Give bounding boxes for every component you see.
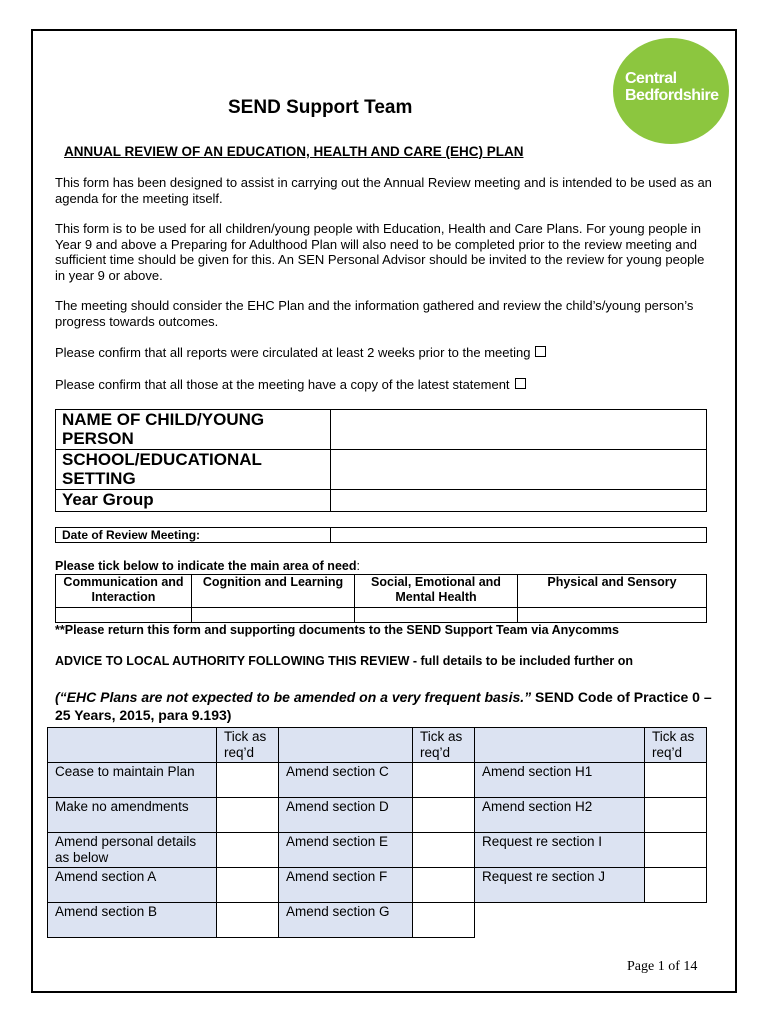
intro-paragraph-3: The meeting should consider the EHC Plan and the information gathered and review the child’s/young person’s progress towards outcomes. (55, 298, 694, 329)
tick-cease-to-maintain[interactable] (217, 763, 279, 798)
tick-amend-h2[interactable] (645, 798, 707, 833)
tick-no-amendments[interactable] (217, 798, 279, 833)
logo-line-2: Bedfordshire (625, 87, 719, 104)
confirm-copy-text: Please confirm that all those at the meeting have a copy of the latest statement (55, 377, 510, 392)
option-amend-personal-details: Amend personal details as below (48, 833, 217, 868)
tick-amend-c[interactable] (413, 763, 475, 798)
tick-amend-h1[interactable] (645, 763, 707, 798)
confirm-reports-row (55, 345, 715, 361)
option-no-amendments: Make no amendments (48, 798, 217, 833)
option-request-i: Request re section I (475, 833, 645, 868)
tick-communication[interactable] (56, 608, 192, 623)
page-number: Page 1 of 14 (627, 959, 698, 974)
child-details-table (55, 409, 707, 512)
option-request-j: Request re section J (475, 868, 645, 903)
option-amend-c: Amend section C (279, 763, 413, 798)
tick-amend-personal-details[interactable] (217, 833, 279, 868)
option-cease-to-maintain: Cease to maintain Plan (48, 763, 217, 798)
name-field[interactable] (331, 410, 707, 450)
tick-amend-g[interactable] (413, 903, 475, 938)
year-group-field[interactable] (331, 490, 707, 512)
tick-header-1: Tick as req’d (217, 728, 279, 763)
logo-line-1: Central (625, 70, 677, 87)
tick-request-j[interactable] (645, 868, 707, 903)
year-group-label: Year Group (56, 490, 331, 512)
need-social-emotional: Social, Emotional and Mental Health (355, 575, 518, 608)
page-title: SEND Support Team (228, 97, 413, 118)
tick-amend-f[interactable] (413, 868, 475, 903)
school-field[interactable] (331, 450, 707, 490)
tick-amend-a[interactable] (217, 868, 279, 903)
need-heading-text: Please tick below to indicate the main area of need (55, 559, 357, 573)
tick-amend-d[interactable] (413, 798, 475, 833)
central-bedfordshire-logo (613, 38, 729, 144)
tick-header-2: Tick as req’d (413, 728, 475, 763)
option-amend-f: Amend section F (279, 868, 413, 903)
return-note: **Please return this form and supporting documents to the SEND Support Team via Anycomms (55, 623, 619, 637)
tick-cognition[interactable] (192, 608, 355, 623)
option-amend-h2: Amend section H2 (475, 798, 645, 833)
option-amend-b: Amend section B (48, 903, 217, 938)
quote-italic: (“EHC Plans are not expected to be amended on a very frequent basis.” (55, 689, 532, 705)
need-physical-sensory: Physical and Sensory (518, 575, 707, 608)
advice-table (47, 727, 707, 938)
tick-amend-e[interactable] (413, 833, 475, 868)
need-heading-colon: : (356, 559, 360, 573)
option-amend-g: Amend section G (279, 903, 413, 938)
quote-reference: SEND Code of Practice 0 – 25 Years, 2015, para 9.193) (55, 689, 712, 723)
need-heading (55, 559, 360, 573)
name-label: NAME OF CHILD/YOUNG PERSON (56, 410, 331, 450)
review-date-table (55, 527, 707, 543)
tick-physical-sensory[interactable] (518, 608, 707, 623)
tick-header-3: Tick as req’d (645, 728, 707, 763)
tick-amend-b[interactable] (217, 903, 279, 938)
option-amend-d: Amend section D (279, 798, 413, 833)
review-date-label: Date of Review Meeting: (56, 528, 331, 543)
code-of-practice-quote (55, 688, 715, 724)
tick-request-i[interactable] (645, 833, 707, 868)
need-cognition: Cognition and Learning (192, 575, 355, 608)
review-date-field[interactable] (331, 528, 707, 543)
area-of-need-table (55, 574, 707, 623)
school-label: SCHOOL/EDUCATIONAL SETTING (56, 450, 331, 490)
tick-social-emotional[interactable] (355, 608, 518, 623)
advice-heading: ADVICE TO LOCAL AUTHORITY FOLLOWING THIS REVIEW - full details to be included further on (55, 654, 634, 668)
confirm-reports-text: Please confirm that all reports were circulated at least 2 weeks prior to the meeting (55, 345, 531, 360)
form-subtitle: ANNUAL REVIEW OF AN EDUCATION, HEALTH AND CARE (EHC) PLAN (64, 144, 524, 159)
confirm-copy-row (55, 377, 715, 393)
option-amend-h1: Amend section H1 (475, 763, 645, 798)
intro-paragraph-1: This form has been designed to assist in carrying out the Annual Review meeting and is intended to be used as an agenda for the meeting itself. (55, 175, 712, 206)
option-amend-e: Amend section E (279, 833, 413, 868)
confirm-reports-checkbox[interactable] (535, 346, 546, 357)
confirm-copy-checkbox[interactable] (515, 378, 526, 389)
intro-paragraph-2: This form is to be used for all children/young people with Education, Health and Care Plans. For young people in Year 9 and above a Preparing for Adulthood Plan will also need to be completed prior to the review meeting and sufficient time should be given for this. An SEN Personal Advisor should be invited to the review for young people in year 9 or above. (55, 221, 705, 283)
need-communication: Communication and Interaction (56, 575, 192, 608)
option-amend-a: Amend section A (48, 868, 217, 903)
